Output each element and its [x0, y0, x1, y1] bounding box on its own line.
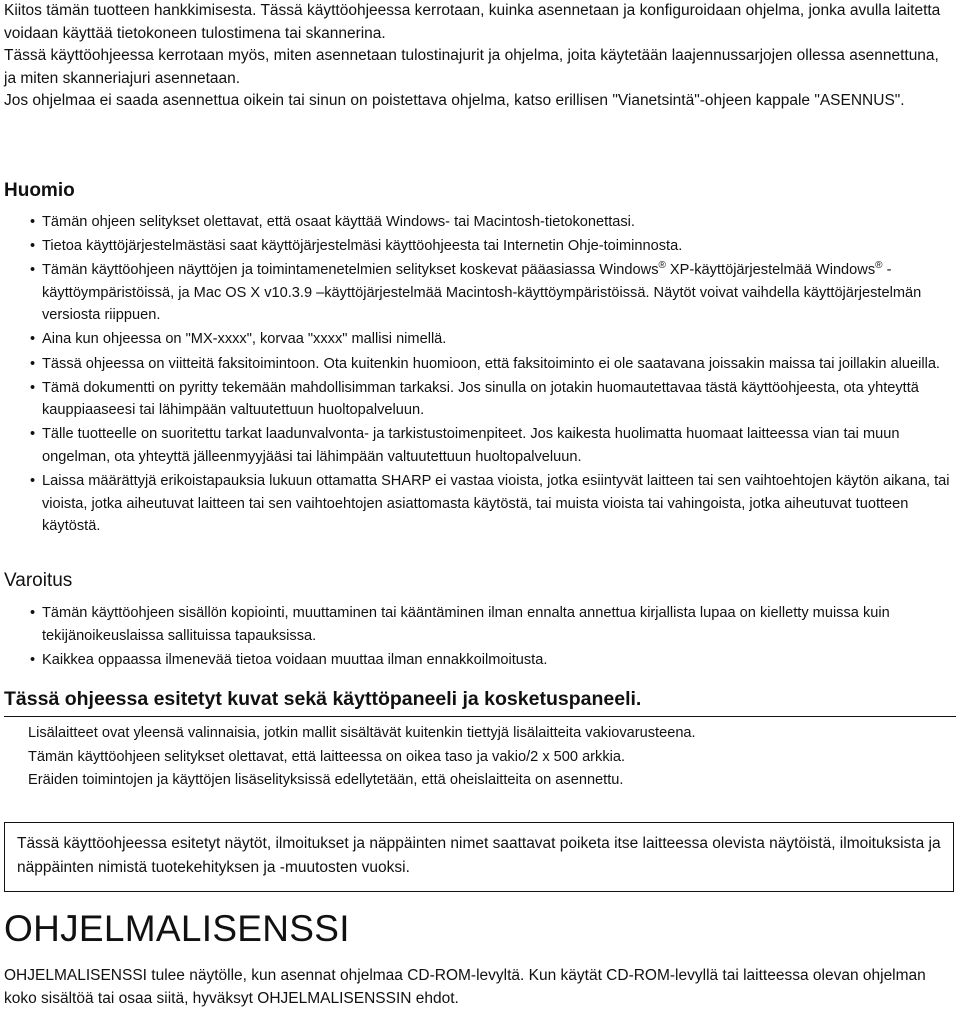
list-item: • Tietoa käyttöjärjestelmästäsi saat käyttöjärjestelmäsi käyttöohjeesta tai Internetin Ohje-toiminnosta.: [0, 235, 956, 258]
list-item: • Tämän käyttöohjeen sisällön kopiointi, muuttaminen tai kääntäminen ilman ennalta annettua kirjallista lupaa on kielletty muissa kuin tekijänoikeuslaissa sallituissa tapauksissa.: [0, 602, 956, 647]
license-heading: OHJELMALISENSSI: [4, 908, 350, 949]
list-item: • Tämän käyttöohjeen näyttöjen ja toimintamenetelmien selitykset koskevat pääasiassa Windows® XP-käyttöjärjestelmää Windows® -käyttöympäristöissä, ja Mac OS X v10.3.9 –käyttöjärjestelmää Macintosh-käyttöympäristöissä. Näytöt voivat vaihdella käyttöjärjestelmän versiosta riippuen.: [0, 259, 956, 327]
list-item: • Tämä dokumentti on pyritty tekemään mahdollisimman tarkaksi. Jos sinulla on jotakin huomautettavaa tästä käyttöohjeesta, ota yhteyttä kauppiaaseesi tai lähimpään valtuutettuun huoltopalveluun.: [0, 377, 956, 422]
intro-paragraph: Tässä käyttöohjeessa kerrotaan myös, miten asennetaan tulostinajurit ja ohjelma, joita käytetään laajennussarjojen ollessa asennettuna, ja miten skanneriajuri asennetaan.: [4, 47, 939, 87]
license-text: OHJELMALISENSSI tulee näytölle, kun asennat ohjelmaa CD-ROM-levyltä. Kun käytät CD-ROM-levyllä tai laitteessa olevan ohjelman koko sisältöä tai osaa siitä, hyväksyt OHJELMALISENSSIN ehdot.: [4, 967, 926, 1007]
huomio-heading: Huomio: [4, 180, 75, 201]
list-item: • Tämän ohjeen selitykset olettavat, että osaat käyttää Windows- tai Macintosh-tietokonettasi.: [0, 211, 956, 234]
varoitus-list: [0, 602, 956, 673]
images-section-heading: Tässä ohjeessa esitetyt kuvat sekä käyttöpaneeli ja kosketuspaneeli.: [4, 688, 642, 710]
images-section-notes: [28, 722, 696, 793]
list-item: • Tässä ohjeessa on viitteitä faksitoimintoon. Ota kuitenkin huomioon, että faksitoiminto ei ole saatavana joissakin maissa tai joillakin alueilla.: [0, 353, 956, 376]
list-item: • Aina kun ohjeessa on "MX-xxxx", korvaa "xxxx" mallisi nimellä.: [0, 328, 956, 351]
list-item: • Kaikkea oppaassa ilmenevää tietoa voidaan muuttaa ilman ennakkoilmoitusta.: [0, 649, 956, 672]
list-item: • Tälle tuotteelle on suoritettu tarkat laadunvalvonta- ja tarkistustoimenpiteet. Jos kaikesta huolimatta huomaat laitteessa vian tai muun ongelman, ota yhteyttä jälleenmyyjääsi tai lähimpään valtuutettuun huoltopalveluun.: [0, 423, 956, 468]
intro-paragraph: Jos ohjelmaa ei saada asennettua oikein tai sinun on poistettava ohjelma, katso erillisen "Vianetsintä"-ohjeen kappale "ASENNUS".: [4, 92, 905, 109]
note-line: Eräiden toimintojen ja käyttöjen lisäselityksissä edellytetään, että oheislaitteita on asennettu.: [28, 772, 624, 788]
section-divider: [4, 716, 956, 717]
varoitus-heading: Varoitus: [4, 570, 73, 591]
intro-paragraph: Kiitos tämän tuotteen hankkimisesta. Tässä käyttöohjeessa kerrotaan, kuinka asennetaan ja konfiguroidaan ohjelma, jonka avulla laitetta voidaan käyttää tietokoneen tulostimena tai skannerina.: [4, 2, 941, 42]
boxed-note: Tässä käyttöohjeessa esitetyt näytöt, ilmoitukset ja näppäinten nimet saattavat poiketa itse laitteessa olevista näytöistä, ilmoituksista ja näppäinten nimistä tuotekehityksen ja -muutosten vuoksi.: [4, 822, 954, 892]
huomio-list: [0, 211, 956, 539]
intro-section: [4, 0, 954, 113]
note-line: Lisälaitteet ovat yleensä valinnaisia, jotkin mallit sisältävät kuitenkin tiettyjä lisälaitteita vakiovarusteena.: [28, 725, 696, 741]
list-item: • Laissa määrättyjä erikoistapauksia lukuun ottamatta SHARP ei vastaa vioista, jotka esiintyvät laitteen tai sen vaihtoehtojen käytön aikana, tai vioista, jotka aiheutuvat laitteen tai sen vaihtoehtojen asiattomasta käytöstä, tai muista vioista tai vahingoista, jotka aiheutuvat tuotteen käytöstä.: [0, 470, 956, 538]
note-line: Tämän käyttöohjeen selitykset olettavat, että laitteessa on oikea taso ja vakio/2 x 500 arkkia.: [28, 748, 626, 765]
